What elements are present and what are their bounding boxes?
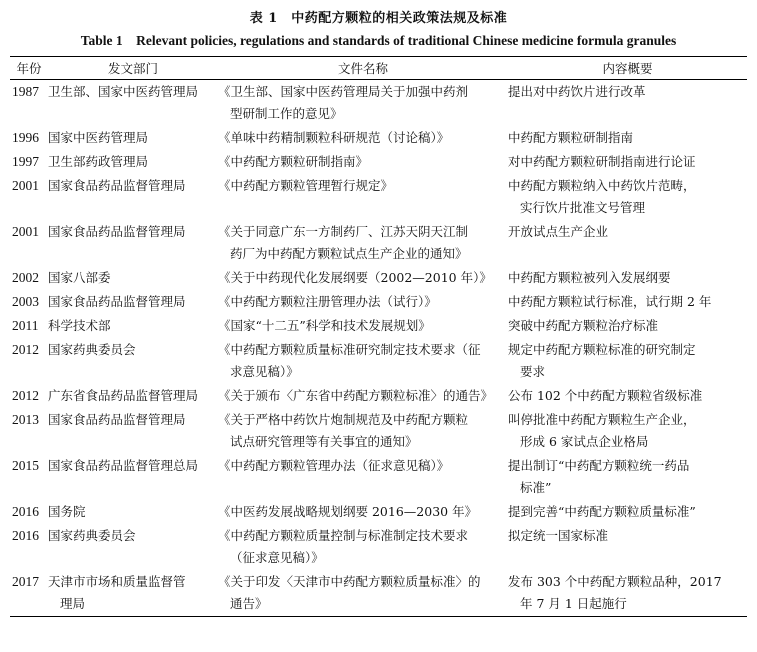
- cell-summary: [508, 570, 747, 617]
- cell-year: 2002: [12, 270, 39, 285]
- table-row: [10, 338, 747, 384]
- cell-department-line: 国家药典委员会: [48, 342, 136, 357]
- cell-summary: [508, 314, 747, 338]
- cell-department-line: 国家食品药品监督管理局: [48, 224, 186, 239]
- cell-document-name-line: 《关于印发〈天津市中药配方颗粒质量标准〉的: [218, 574, 481, 589]
- table-row: [10, 408, 747, 454]
- cell-document-name-line: 《国家“十二五”科学和技术发展规划》: [218, 318, 431, 333]
- cell-document-name-line: 《关于中药现代化发展纲要（2002—2010 年）》: [218, 270, 492, 285]
- header-department: 发文部门: [48, 57, 218, 80]
- cell-department: [48, 524, 218, 570]
- cell-document-name: [218, 220, 508, 266]
- table-body: [10, 80, 747, 617]
- cell-department-line: 国家食品药品监督管理局: [48, 412, 186, 427]
- cell-year: 2013: [12, 412, 39, 427]
- cell-summary-line: 中药配方颗粒试行标准，试行期 2 年: [508, 294, 712, 309]
- cell-document-name: [218, 174, 508, 220]
- cell-department: [48, 338, 218, 384]
- table-row: [10, 174, 747, 220]
- cell-department: [48, 500, 218, 524]
- cell-summary-line: 标准”: [520, 480, 552, 495]
- cell-document-name-line: 《关于严格中药饮片炮制规范及中药配方颗粒: [218, 412, 469, 427]
- cell-department-line: 国家食品药品监督管理局: [48, 294, 186, 309]
- cell-summary: [508, 290, 747, 314]
- cell-year: 2001: [12, 224, 39, 239]
- cell-department: [48, 150, 218, 174]
- cell-summary: [508, 524, 747, 570]
- cell-year: 2003: [12, 294, 39, 309]
- cell-document-name-line: 药厂为中药配方颗粒试点生产企业的通知》: [230, 246, 468, 261]
- cell-summary-line: 对中药配方颗粒研制指南进行论证: [508, 154, 696, 169]
- cell-document-name-line: 《中药配方颗粒管理暂行规定》: [218, 178, 394, 193]
- cell-document-name: [218, 314, 508, 338]
- cell-document-name-line: 《单味中药精制颗粒科研规范（讨论稿）》: [218, 130, 450, 145]
- cell-summary-line: 年 7 月 1 日起施行: [520, 596, 627, 611]
- cell-department-line: 卫生部、国家中医药管理局: [48, 84, 199, 99]
- cell-year: 2012: [12, 342, 39, 357]
- cell-document-name: [218, 126, 508, 150]
- cell-department-line: 卫生部药政管理局: [48, 154, 149, 169]
- table-row: [10, 454, 747, 500]
- cell-department-line: 国家中医药管理局: [48, 130, 149, 145]
- policy-table: [10, 56, 747, 617]
- cell-summary: [508, 384, 747, 408]
- cell-document-name-line: 《中药配方颗粒质量标准研究制定技术要求（征: [218, 342, 481, 357]
- cell-summary-line: 形成 6 家试点企业格局: [520, 434, 649, 449]
- cell-document-name-line: 通告》: [230, 596, 268, 611]
- cell-document-name-line: （征求意见稿）》: [230, 550, 324, 565]
- table-row: [10, 80, 747, 127]
- table-row: [10, 126, 747, 150]
- cell-summary-line: 开放试点生产企业: [508, 224, 609, 239]
- header-summary: 内容概要: [508, 57, 747, 80]
- cell-department: [48, 220, 218, 266]
- table-row: [10, 570, 747, 617]
- cell-document-name: [218, 500, 508, 524]
- cell-summary-line: 中药配方颗粒被列入发展纲要: [508, 270, 671, 285]
- cell-document-name: [218, 290, 508, 314]
- cell-department: [48, 570, 218, 617]
- cell-document-name: [218, 338, 508, 384]
- cell-summary: [508, 266, 747, 290]
- cell-department: [48, 290, 218, 314]
- cell-document-name-line: 试点研究管理等有关事宜的通知》: [230, 434, 418, 449]
- cell-year: 1987: [12, 84, 39, 99]
- cell-document-name-line: 《卫生部、国家中医药管理局关于加强中药剂: [218, 84, 469, 99]
- cell-document-name-line: 《关于颁布〈广东省中药配方颗粒标准〉的通告》: [218, 388, 494, 403]
- cell-summary-line: 提出制订“中药配方颗粒统一药品: [508, 458, 690, 473]
- cell-year: 2015: [12, 458, 39, 473]
- cell-summary: [508, 150, 747, 174]
- cell-department-line: 国务院: [48, 504, 86, 519]
- cell-department-line: 国家食品药品监督管理局: [48, 178, 186, 193]
- cell-department-line: 天津市市场和质量监督管: [48, 574, 186, 589]
- cell-year: 2011: [12, 318, 39, 333]
- cell-document-name-line: 《中药配方颗粒注册管理办法（试行）》: [218, 294, 437, 309]
- cell-year: 1997: [12, 154, 39, 169]
- cell-summary-line: 中药配方颗粒研制指南: [508, 130, 634, 145]
- cell-summary-line: 要求: [520, 364, 546, 379]
- cell-department-line: 国家八部委: [48, 270, 111, 285]
- cell-department-line: 科学技术部: [48, 318, 111, 333]
- cell-document-name: [218, 150, 508, 174]
- table-row: [10, 524, 747, 570]
- header-year: 年份: [10, 57, 48, 80]
- cell-document-name: [218, 524, 508, 570]
- cell-year: 1996: [12, 130, 39, 145]
- cell-department-line: 广东省食品药品监督管理局: [48, 388, 199, 403]
- cell-summary-line: 提出对中药饮片进行改革: [508, 84, 646, 99]
- table-row: [10, 150, 747, 174]
- table-row: [10, 500, 747, 524]
- cell-department: [48, 408, 218, 454]
- cell-department-line: 国家食品药品监督管理总局: [48, 458, 199, 473]
- table-row: [10, 290, 747, 314]
- cell-department: [48, 80, 218, 127]
- cell-year: 2017: [10, 570, 48, 617]
- cell-summary-line: 发布 303 个中药配方颗粒品种，2017: [508, 574, 722, 589]
- cell-document-name: [218, 408, 508, 454]
- cell-year: 2001: [12, 178, 39, 193]
- cell-summary: [508, 174, 747, 220]
- cell-document-name-line: 型研制工作的意见》: [230, 106, 343, 121]
- table-row: [10, 266, 747, 290]
- cell-document-name-line: 《关于同意广东一方制药厂、江苏天阴天江制: [218, 224, 469, 239]
- cell-summary: [508, 454, 747, 500]
- table-header-row: [10, 57, 747, 80]
- cell-document-name: [218, 80, 508, 127]
- cell-department: [48, 384, 218, 408]
- cell-department: [48, 314, 218, 338]
- cell-summary-line: 突破中药配方颗粒治疗标准: [508, 318, 659, 333]
- cell-department: [48, 174, 218, 220]
- cell-summary-line: 提到完善“中药配方颗粒质量标准”: [508, 504, 696, 519]
- cell-document-name: [218, 454, 508, 500]
- table-row: [10, 314, 747, 338]
- cell-document-name-line: 《中药配方颗粒研制指南》: [218, 154, 369, 169]
- cell-department-line: 国家药典委员会: [48, 528, 136, 543]
- cell-document-name: [218, 266, 508, 290]
- cell-summary: [508, 338, 747, 384]
- cell-summary-line: 叫停批准中药配方颗粒生产企业，: [508, 412, 696, 427]
- cell-summary-line: 实行饮片批准文号管理: [520, 200, 646, 215]
- cell-document-name-line: 《中医药发展战略规划纲要 2016—2030 年》: [218, 504, 478, 519]
- table-caption-chinese: 表 1 中药配方颗粒的相关政策法规及标准: [249, 11, 508, 26]
- cell-summary: [508, 220, 747, 266]
- cell-document-name-line: 求意见稿）》: [230, 364, 299, 379]
- cell-summary: [508, 80, 747, 127]
- cell-summary-line: 中药配方颗粒纳入中药饮片范畴，: [508, 178, 696, 193]
- cell-summary: [508, 126, 747, 150]
- cell-summary-line: 公布 102 个中药配方颗粒省级标准: [508, 388, 703, 403]
- cell-summary-line: 拟定统一国家标准: [508, 528, 609, 543]
- cell-department: [48, 266, 218, 290]
- cell-document-name: [218, 384, 508, 408]
- cell-document-name-line: 《中药配方颗粒管理办法（征求意见稿）》: [218, 458, 450, 473]
- cell-summary: [508, 500, 747, 524]
- cell-department-line: 理局: [60, 596, 86, 611]
- cell-document-name: [218, 570, 508, 617]
- cell-department: [48, 454, 218, 500]
- header-document-name: 文件名称: [218, 57, 508, 80]
- table-caption-english: Table 1 Relevant policies, regulations and standards of traditional Chinese medicine formula granules: [80, 33, 677, 48]
- cell-summary-line: 规定中药配方颗粒标准的研究制定: [508, 342, 696, 357]
- cell-year: 2016: [12, 528, 39, 543]
- cell-year: 2012: [12, 388, 39, 403]
- table-row: [10, 220, 747, 266]
- cell-summary: [508, 408, 747, 454]
- cell-year: 2016: [12, 504, 39, 519]
- cell-department: [48, 126, 218, 150]
- cell-document-name-line: 《中药配方颗粒质量控制与标准制定技术要求: [218, 528, 469, 543]
- table-row: [10, 384, 747, 408]
